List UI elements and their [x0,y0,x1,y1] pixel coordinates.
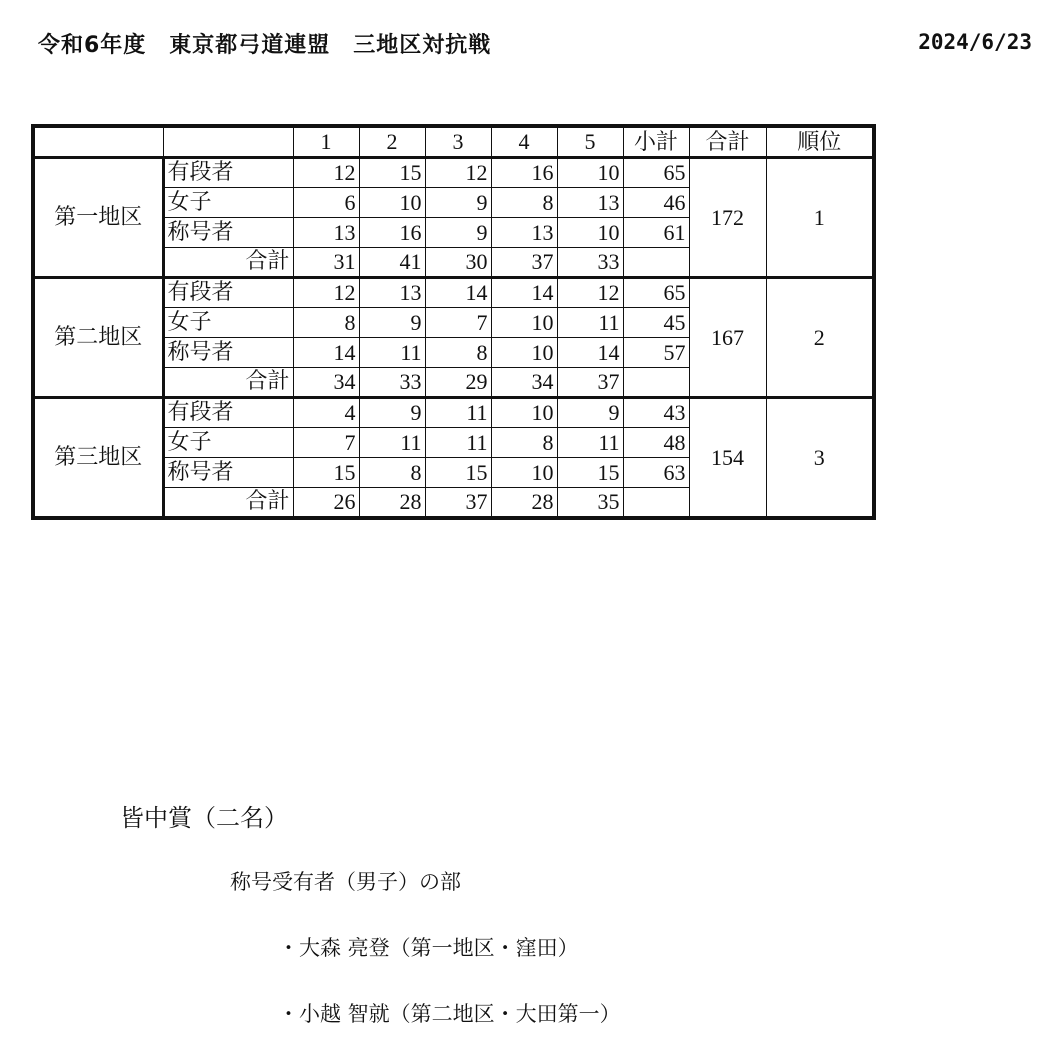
subtotal-cell: 57 [623,338,689,368]
score-cell: 11 [557,428,623,458]
column-header: 5 [557,126,623,158]
category-label: 女子 [163,308,293,338]
score-cell: 15 [557,458,623,488]
score-cell: 15 [359,158,425,188]
score-table [31,124,876,520]
column-header: 2 [359,126,425,158]
district-total: 154 [689,398,766,519]
district-total: 172 [689,158,766,278]
score-cell: 10 [359,188,425,218]
score-cell: 13 [557,188,623,218]
score-cell: 10 [491,338,557,368]
category-label: 称号者 [163,458,293,488]
table-row [33,158,874,188]
score-cell: 12 [293,158,359,188]
score-cell: 12 [557,278,623,308]
header-blank-cell [33,126,163,158]
subtotal-cell: 45 [623,308,689,338]
award-title: 皆中賞（二名） [120,804,288,832]
subtotal-cell: 43 [623,398,689,428]
score-cell: 16 [491,158,557,188]
category-label: 有段者 [163,398,293,428]
score-cell: 12 [425,158,491,188]
sum-cell: 41 [359,248,425,278]
score-cell: 11 [359,428,425,458]
sum-cell: 28 [359,488,425,519]
score-cell: 8 [425,338,491,368]
subtotal-cell: 65 [623,158,689,188]
column-header: 順位 [766,126,874,158]
sum-label: 合計 [163,248,293,278]
score-cell: 9 [425,188,491,218]
column-header: 小計 [623,126,689,158]
sum-cell: 34 [293,368,359,398]
score-cell: 9 [359,398,425,428]
score-cell: 8 [491,428,557,458]
subtotal-cell: 61 [623,218,689,248]
score-cell: 13 [359,278,425,308]
score-cell: 14 [557,338,623,368]
score-cell: 11 [557,308,623,338]
sum-cell: 28 [491,488,557,519]
sum-cell: 35 [557,488,623,519]
award-category: 称号受有者（男子）の部 [230,870,461,894]
sum-cell: 34 [491,368,557,398]
score-cell: 8 [293,308,359,338]
sum-cell: 31 [293,248,359,278]
district-name: 第二地区 [33,278,163,398]
district-rank: 3 [766,398,874,519]
category-label: 称号者 [163,218,293,248]
score-cell: 10 [491,398,557,428]
subtotal-cell-empty [623,248,689,278]
table-row [33,398,874,428]
sum-cell: 37 [557,368,623,398]
score-cell: 4 [293,398,359,428]
district-rank: 2 [766,278,874,398]
score-cell: 16 [359,218,425,248]
score-cell: 7 [425,308,491,338]
sum-cell: 37 [425,488,491,519]
score-cell: 13 [293,218,359,248]
subtotal-cell-empty [623,368,689,398]
score-cell: 14 [491,278,557,308]
category-label: 有段者 [163,278,293,308]
score-cell: 15 [293,458,359,488]
sum-cell: 37 [491,248,557,278]
sum-cell: 33 [359,368,425,398]
sum-cell: 26 [293,488,359,519]
sum-cell: 33 [557,248,623,278]
score-cell: 10 [491,458,557,488]
score-cell: 10 [491,308,557,338]
score-cell: 9 [557,398,623,428]
award-winner: ・小越 智就（第二地区・大田第一） [278,1002,621,1026]
sum-cell: 30 [425,248,491,278]
score-cell: 14 [293,338,359,368]
subtotal-cell: 48 [623,428,689,458]
score-cell: 11 [425,398,491,428]
column-header: 4 [491,126,557,158]
category-label: 有段者 [163,158,293,188]
category-label: 女子 [163,188,293,218]
subtotal-cell: 65 [623,278,689,308]
score-cell: 8 [359,458,425,488]
score-cell: 11 [425,428,491,458]
score-cell: 13 [491,218,557,248]
score-cell: 8 [491,188,557,218]
category-label: 女子 [163,428,293,458]
column-header: 1 [293,126,359,158]
score-cell: 12 [293,278,359,308]
score-cell: 11 [359,338,425,368]
score-cell: 10 [557,218,623,248]
sum-label: 合計 [163,488,293,519]
table-row [33,278,874,308]
sum-label: 合計 [163,368,293,398]
sum-cell: 29 [425,368,491,398]
table-header-row [33,126,874,158]
column-header: 合計 [689,126,766,158]
district-name: 第一地区 [33,158,163,278]
header-blank-cell [163,126,293,158]
score-cell: 6 [293,188,359,218]
score-cell: 9 [425,218,491,248]
event-date: 2024/6/23 [918,30,1032,54]
score-cell: 10 [557,158,623,188]
subtotal-cell: 63 [623,458,689,488]
district-name: 第三地区 [33,398,163,519]
score-cell: 7 [293,428,359,458]
subtotal-cell: 46 [623,188,689,218]
district-total: 167 [689,278,766,398]
award-winner: ・大森 亮登（第一地区・窪田） [278,936,579,960]
score-cell: 15 [425,458,491,488]
score-cell: 9 [359,308,425,338]
score-cell: 14 [425,278,491,308]
page-title: 令和6年度 東京都弓道連盟 三地区対抗戦 [38,33,492,58]
subtotal-cell-empty [623,488,689,519]
district-rank: 1 [766,158,874,278]
category-label: 称号者 [163,338,293,368]
column-header: 3 [425,126,491,158]
